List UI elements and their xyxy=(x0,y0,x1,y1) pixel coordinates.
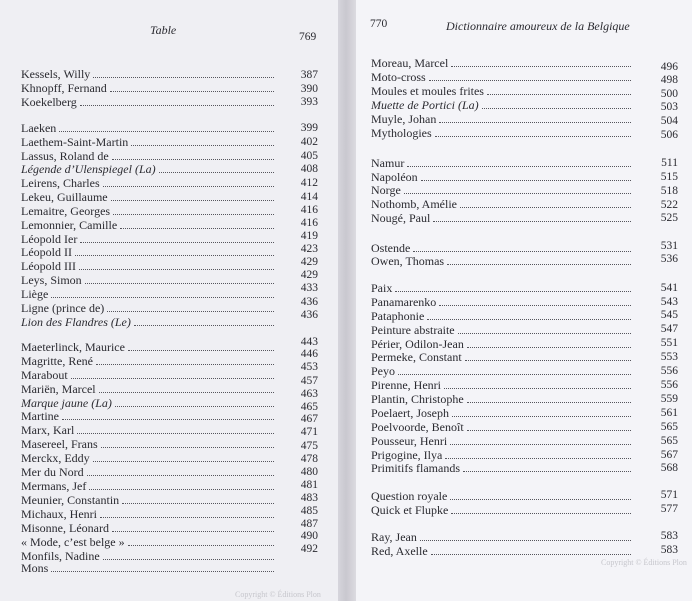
index-entry-name: Liège xyxy=(21,287,49,301)
index-entry-name: Mons xyxy=(21,561,49,575)
index-entry-name: Mariën, Marcel xyxy=(21,382,96,396)
entry-page-number: 478 xyxy=(300,453,318,465)
index-entry-name: Permeke, Constant xyxy=(371,350,462,364)
entry-page-number: 405 xyxy=(300,150,318,162)
index-entry-name: Plantin, Christophe xyxy=(371,392,464,406)
index-entry-name: Primitifs flamands xyxy=(371,461,460,475)
entry-page-number: 500 xyxy=(660,88,678,100)
entry-page-number: 399 xyxy=(300,122,318,134)
index-entry-name: Michaux, Henri xyxy=(21,507,97,521)
index-entry-name: Laethem-Saint-Martin xyxy=(21,135,129,149)
index-entry-name: Meunier, Constantin xyxy=(21,493,120,507)
index-entry-name: Misonne, Léonard xyxy=(21,521,109,535)
entry-page-number: 541 xyxy=(660,282,678,294)
left-page xyxy=(0,0,338,601)
left-page-number: 769 xyxy=(299,31,317,43)
index-entry-name: Namur xyxy=(371,156,405,170)
book-gutter xyxy=(338,0,356,601)
index-entry-name: Périer, Odilon-Jean xyxy=(371,337,464,351)
right-page-number-column xyxy=(356,0,692,601)
index-entry-name: Moules et moules frites xyxy=(371,84,484,98)
index-entry-name: Légende d’Ulenspiegel (La) xyxy=(21,162,156,176)
entry-page-number: 446 xyxy=(300,348,318,360)
entry-page-number: 416 xyxy=(300,217,318,229)
entry-page-number: 556 xyxy=(660,365,678,377)
index-entry-name: Panamarenko xyxy=(371,295,437,309)
entry-page-number: 565 xyxy=(660,435,678,447)
index-entry-name: Muyle, Johan xyxy=(371,112,437,126)
index-entry-name: Poelaert, Joseph xyxy=(371,406,449,420)
entry-page-number: 543 xyxy=(660,296,678,308)
entry-page-number: 551 xyxy=(660,337,678,349)
entry-page-number: 545 xyxy=(660,309,678,321)
index-entry-name: Lemaitre, Georges xyxy=(21,204,111,218)
index-entry-name: Nothomb, Amélie xyxy=(371,197,457,211)
entry-page-number: 429 xyxy=(300,256,318,268)
index-entry-name: Question royale xyxy=(371,489,448,503)
entry-page-number: 436 xyxy=(300,296,318,308)
right-page xyxy=(356,0,692,601)
index-entry-name: Napoléon xyxy=(371,170,418,184)
entry-page-number: 561 xyxy=(660,407,678,419)
entry-page-number: 583 xyxy=(660,544,678,556)
index-entry-name: Marque jaune (La) xyxy=(21,396,112,410)
index-entry-name: Marx, Karl xyxy=(21,423,75,437)
entry-page-number: 419 xyxy=(300,230,318,242)
entry-page-number: 559 xyxy=(660,393,678,405)
index-entry-name: Quick et Flupke xyxy=(371,503,449,517)
entry-page-number: 496 xyxy=(660,61,678,73)
entry-page-number: 443 xyxy=(300,336,318,348)
index-entry-name: Mythologies xyxy=(371,126,432,140)
index-entry-name: Masereel, Frans xyxy=(21,437,98,451)
index-entry-name: Mermans, Jef xyxy=(21,479,87,493)
entry-page-number: 553 xyxy=(660,351,678,363)
index-entry-name: Moreau, Marcel xyxy=(371,56,449,70)
index-entry-name: Nougé, Paul xyxy=(371,211,431,225)
left-running-header: Table xyxy=(150,23,177,37)
index-entry-name: Leys, Simon xyxy=(21,273,82,287)
index-entry-name: Koekelberg xyxy=(21,95,77,109)
index-entry-name: Kessels, Willy xyxy=(21,67,91,81)
entry-page-number: 480 xyxy=(300,466,318,478)
entry-page-number: 402 xyxy=(300,136,318,148)
index-entry-name: Léopold II xyxy=(21,245,72,259)
index-entry-name: Khnopff, Fernand xyxy=(21,81,107,95)
entry-page-number: 515 xyxy=(660,171,678,183)
index-entry-name: Ostende xyxy=(371,241,411,255)
index-entry-name: Lion des Flandres (Le) xyxy=(21,315,131,329)
entry-page-number: 503 xyxy=(660,101,678,113)
index-entry-name: Peinture abstraite xyxy=(371,323,455,337)
entry-page-number: 408 xyxy=(300,163,318,175)
entry-page-number: 429 xyxy=(300,269,318,281)
entry-page-number: 414 xyxy=(300,191,318,203)
entry-page-number: 436 xyxy=(300,309,318,321)
entry-page-number: 393 xyxy=(300,96,318,108)
index-entry-name: Léopold Ier xyxy=(21,232,78,246)
entry-page-number: 412 xyxy=(300,177,318,189)
entry-page-number: 475 xyxy=(300,440,318,452)
entry-page-number: 567 xyxy=(660,449,678,461)
right-footer-mark: Copyright © Éditions Plon xyxy=(601,558,687,567)
entry-page-number: 465 xyxy=(300,401,318,413)
entry-page-number: 490 xyxy=(300,530,318,542)
index-entry-name: Maeterlinck, Maurice xyxy=(21,340,125,354)
entry-page-number: 556 xyxy=(660,379,678,391)
index-entry-name: Peyo xyxy=(371,364,395,378)
entry-page-number: 565 xyxy=(660,421,678,433)
entry-page-number: 568 xyxy=(660,462,678,474)
entry-page-number: 525 xyxy=(660,212,678,224)
entry-page-number: 511 xyxy=(661,157,678,169)
entry-page-number: 522 xyxy=(660,199,678,211)
entry-page-number: 577 xyxy=(660,503,678,515)
entry-page-number: 498 xyxy=(660,74,678,86)
index-entry-name: Lemonnier, Camille xyxy=(21,218,118,232)
entry-page-number: 487 xyxy=(300,518,318,530)
entry-page-number: 518 xyxy=(660,185,678,197)
entry-page-number: 531 xyxy=(660,240,678,252)
index-entry-name: Poelvoorde, Benoît xyxy=(371,420,464,434)
entry-page-number: 416 xyxy=(300,204,318,216)
entry-page-number: 583 xyxy=(660,530,678,542)
index-entry-name: Mer du Nord xyxy=(21,465,84,479)
index-entry-name: Pousseur, Henri xyxy=(371,434,448,448)
entry-page-number: 457 xyxy=(300,375,318,387)
index-entry-name: Magritte, René xyxy=(21,354,93,368)
index-entry-name: Laeken xyxy=(21,121,57,135)
index-entry-name: Leirens, Charles xyxy=(21,176,100,190)
entry-page-number: 471 xyxy=(300,426,318,438)
entry-page-number: 504 xyxy=(660,115,678,127)
entry-page-number: 481 xyxy=(300,479,318,491)
entry-page-number: 423 xyxy=(300,243,318,255)
index-entry-name: Muette de Portici (La) xyxy=(371,98,479,112)
index-entry-name: Paix xyxy=(371,281,393,295)
entry-page-number: 483 xyxy=(300,492,318,504)
index-entry-name: Merckx, Eddy xyxy=(21,451,90,465)
entry-page-number: 467 xyxy=(300,413,318,425)
entry-page-number: 463 xyxy=(300,388,318,400)
index-entry-name: Moto-cross xyxy=(371,70,426,84)
entry-page-number: 492 xyxy=(300,543,318,555)
index-entry-name: Ligne (prince de) xyxy=(21,301,105,315)
entry-page-number: 485 xyxy=(300,505,318,517)
entry-page-number: 547 xyxy=(660,323,678,335)
right-page-number: 770 xyxy=(370,18,388,30)
entry-page-number: 506 xyxy=(660,129,678,141)
left-footer-mark: Copyright © Éditions Plon xyxy=(235,590,321,599)
entry-page-number: 536 xyxy=(660,253,678,265)
index-entry-name: Norge xyxy=(371,183,401,197)
index-entry-name: Ray, Jean xyxy=(371,530,417,544)
entry-page-number: 390 xyxy=(300,83,318,95)
index-entry-name: « Mode, c’est belge » xyxy=(21,535,125,549)
index-entry-name: Lassus, Roland de xyxy=(21,149,109,163)
index-entry-name: Lekeu, Guillaume xyxy=(21,190,108,204)
index-entry-name: Monfils, Nadine xyxy=(21,549,100,563)
right-running-header: Dictionnaire amoureux de la Belgique xyxy=(446,19,630,33)
entry-page-number: 453 xyxy=(300,361,318,373)
left-page-number-column xyxy=(0,0,338,601)
index-entry-name: Red, Axelle xyxy=(371,544,428,558)
entry-page-number: 571 xyxy=(660,489,678,501)
index-entry-name: Pataphonie xyxy=(371,309,425,323)
index-entry-name: Prigogine, Ilya xyxy=(371,448,443,462)
index-entry-name: Martine xyxy=(21,409,59,423)
entry-page-number: 387 xyxy=(300,69,318,81)
index-entry-name: Marabout xyxy=(21,368,68,382)
entry-page-number: 433 xyxy=(300,282,318,294)
index-entry-name: Owen, Thomas xyxy=(371,254,445,268)
index-entry-name: Pirenne, Henri xyxy=(371,378,441,392)
index-entry-name: Léopold III xyxy=(21,259,76,273)
